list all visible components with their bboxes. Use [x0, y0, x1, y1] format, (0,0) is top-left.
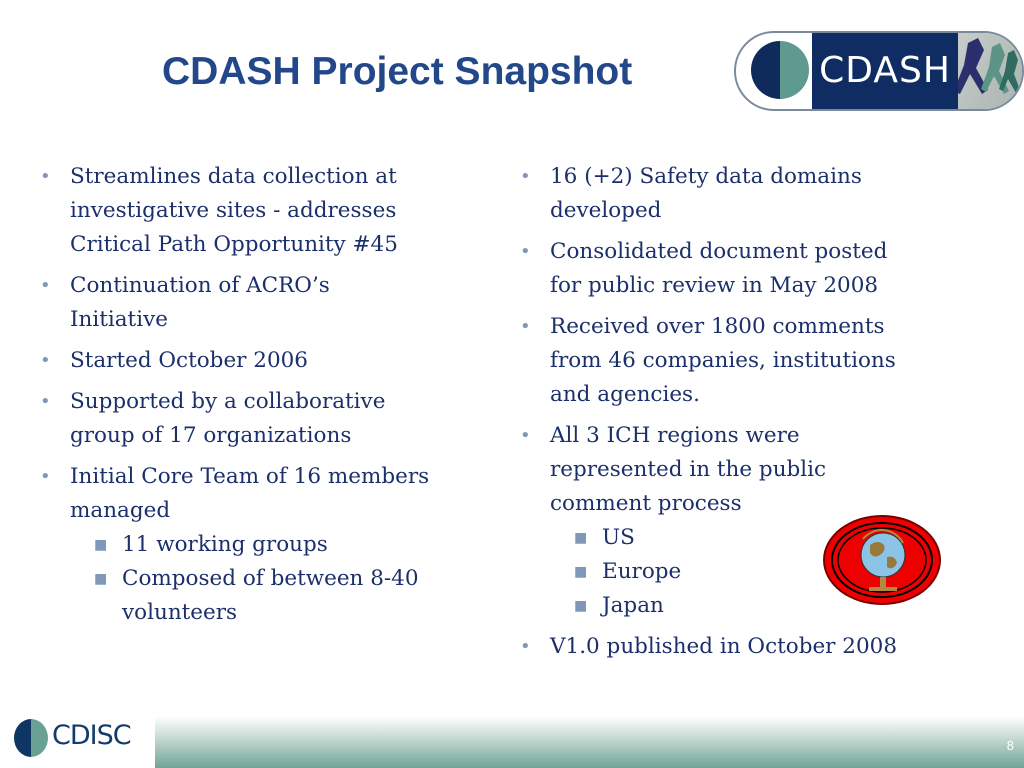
bullet-icon: •: [520, 166, 531, 187]
footer-band: [155, 716, 1024, 768]
bullet-icon: •: [520, 316, 531, 337]
square-bullet-icon: ■: [94, 537, 108, 553]
item-text: Supported by a collaborative group of 17 organizations: [70, 389, 386, 448]
list-item: [520, 160, 960, 228]
item-text: 16 (+2) Safety data domains developed: [550, 164, 862, 223]
list-item: [40, 385, 500, 453]
cdisc-logo-text: CDISC: [52, 720, 131, 751]
page-number: 8: [1006, 738, 1014, 753]
runners-image: [958, 33, 1022, 109]
cdash-logo-text: CDASH: [812, 33, 958, 109]
list-item: [520, 419, 960, 521]
item-text: Received over 1800 comments from 46 companies, institutions and agencies.: [550, 314, 896, 407]
item-text: US: [602, 525, 635, 550]
list-item: [40, 460, 500, 528]
square-bullet-icon: ■: [574, 530, 588, 546]
bullet-icon: •: [40, 350, 51, 371]
bullet-icon: •: [40, 275, 51, 296]
item-text: Japan: [602, 593, 664, 618]
cdash-emblem-icon: [751, 41, 809, 99]
bullet-icon: •: [520, 425, 531, 446]
bullet-icon: •: [40, 466, 51, 487]
item-text: V1.0 published in October 2008: [550, 634, 898, 659]
item-text: Initial Core Team of 16 members managed: [70, 464, 430, 523]
list-item: [40, 269, 500, 337]
item-text: All 3 ICH regions were represented in the public comment process: [550, 423, 827, 516]
list-item: [40, 344, 500, 378]
item-text: Consolidated document posted for public review in May 2008: [550, 239, 888, 298]
bullet-icon: •: [520, 636, 531, 657]
item-text: Europe: [602, 559, 682, 584]
bullet-icon: •: [40, 166, 51, 187]
sub-list-item: [40, 562, 500, 630]
slide-title: CDASH Project Snapshot: [162, 50, 633, 93]
left-bullet-list: [40, 160, 500, 637]
list-item: [40, 160, 500, 262]
item-text: Started October 2006: [70, 348, 308, 373]
cdash-logo: [734, 31, 1024, 111]
item-text: Streamlines data collection at investigative sites - addresses Critical Path Opportunity #45: [70, 164, 398, 257]
item-text: Composed of between 8-40 volunteers: [122, 566, 419, 625]
item-text: Continuation of ACRO’s Initiative: [70, 273, 330, 332]
item-text: 11 working groups: [122, 532, 328, 557]
list-item: [520, 310, 960, 412]
list-item: [520, 630, 960, 664]
list-item: [520, 235, 960, 303]
square-bullet-icon: ■: [574, 598, 588, 614]
cdisc-emblem-icon: [14, 719, 48, 757]
sub-list-item: [40, 528, 500, 562]
square-bullet-icon: ■: [94, 571, 108, 587]
square-bullet-icon: ■: [574, 564, 588, 580]
bullet-icon: •: [40, 391, 51, 412]
globe-icon: [823, 515, 941, 605]
bullet-icon: •: [520, 241, 531, 262]
